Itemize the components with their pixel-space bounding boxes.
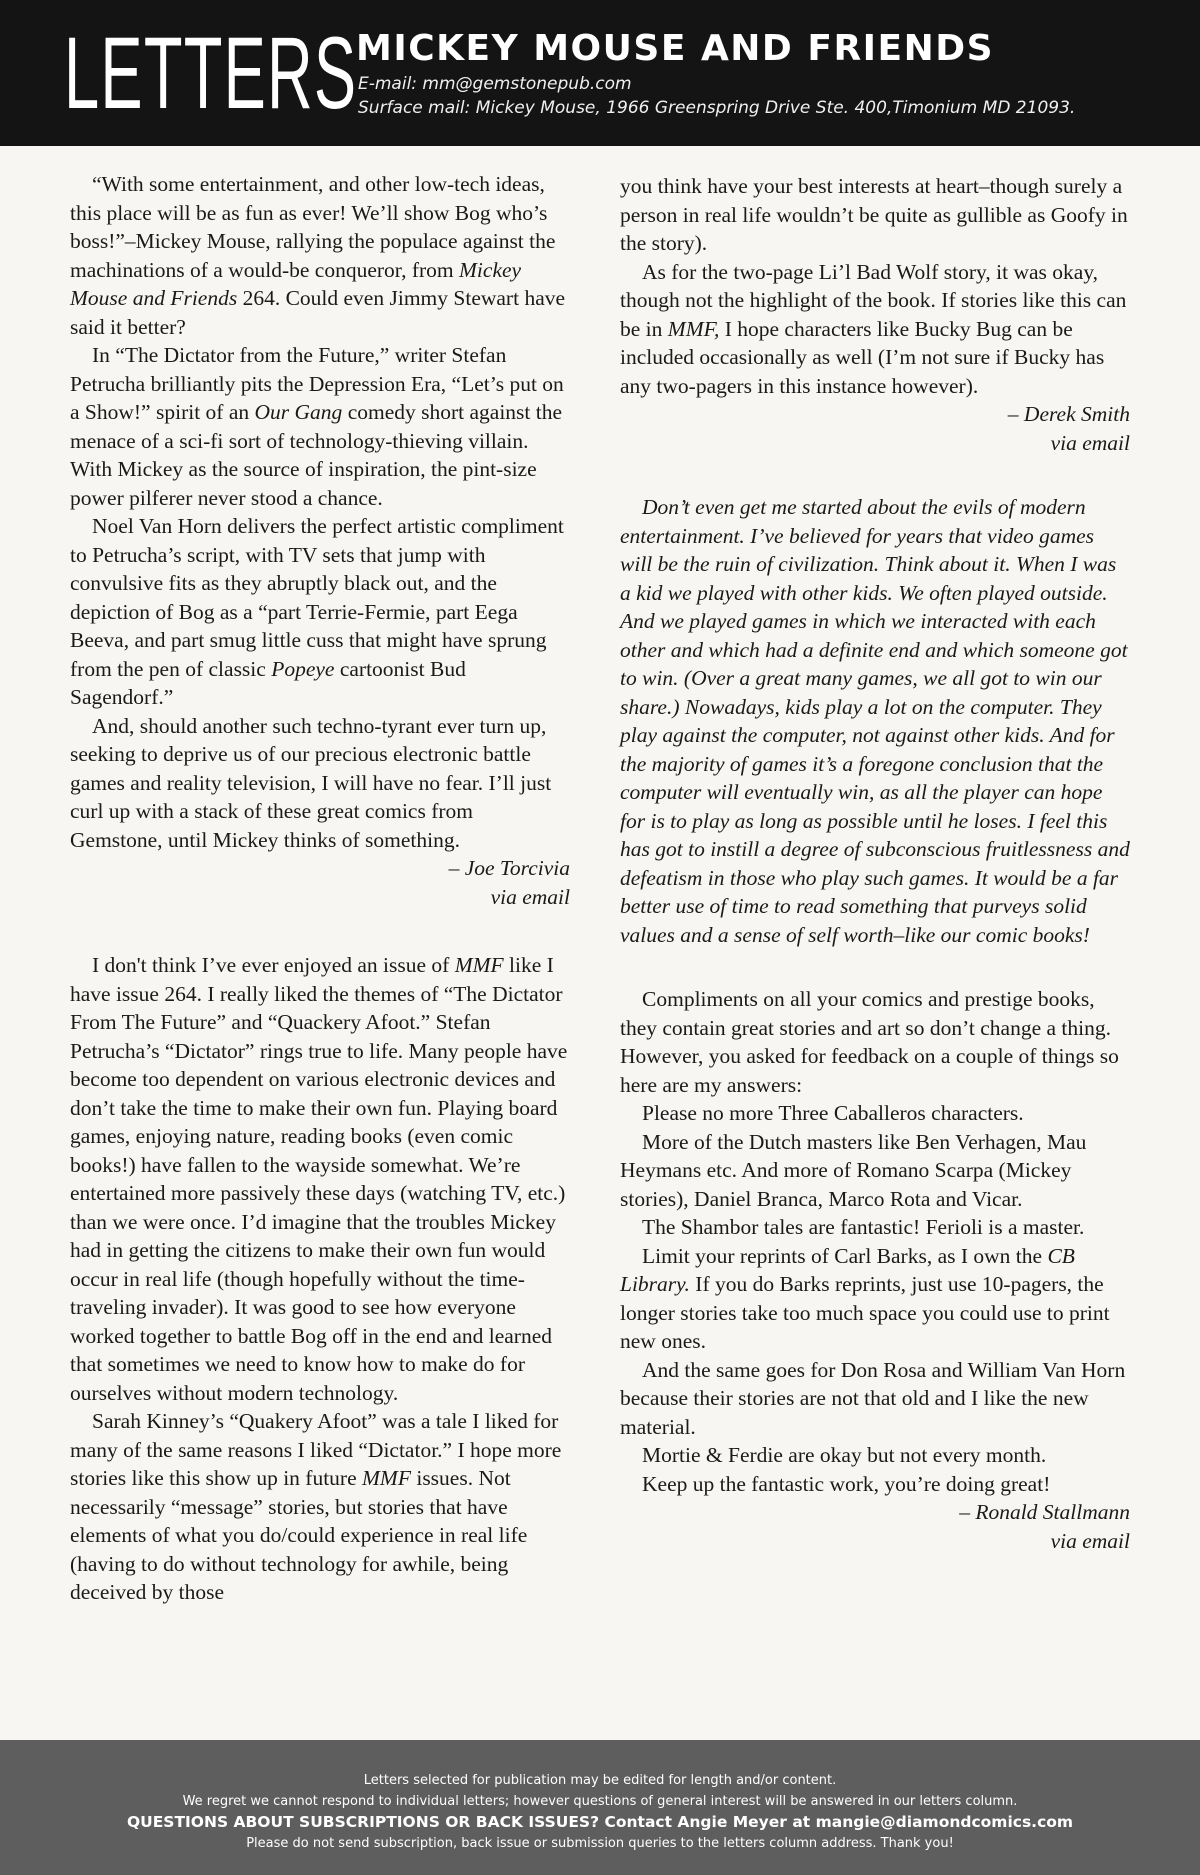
letter-derek-smith	[70, 951, 570, 1607]
text-italic: MMF,	[667, 316, 720, 341]
signature-via: via email	[1050, 430, 1130, 455]
right-column	[620, 172, 1130, 1555]
signature-name: – Derek Smith	[1007, 402, 1130, 426]
letter-paragraph: And the same goes for Don Rosa and William Van Horn because their stories are not that old and I like the new material.	[620, 1357, 1126, 1439]
signature-via: via email	[1050, 1528, 1130, 1553]
text: As for the two-page Li’l Bad Wolf story, it was okay, though not the highlight of the book. If stories like this can be in	[620, 259, 1127, 341]
text: cartoonist Bud Sagendorf.”	[70, 656, 466, 709]
letter-paragraph	[620, 1242, 1130, 1356]
letter-paragraph: The Shambor tales are fantastic! Ferioli is a master.	[642, 1215, 1085, 1239]
letter-paragraph: More of the Dutch masters like Ben Verhagen, Mau Heymans etc. And more of Romano Scarpa (Mickey stories), Daniel Branca, Marco Rota and Vicar.	[620, 1129, 1087, 1211]
letter-paragraph	[70, 341, 570, 512]
email-address: E-mail: mm@gemstonepub.com	[358, 74, 632, 94]
text-italic: MMF	[454, 953, 504, 977]
letter-joe-torcivia	[70, 170, 570, 911]
text: In “The Dictator from the Future,” writer Stefan Petrucha brilliantly pits the Depression Era, “Let’s put on a Show!” spirit of an	[70, 343, 564, 424]
text-italic: Mickey Mouse and Friends	[70, 257, 522, 310]
signature-name: – Joe Torcivia	[448, 856, 570, 880]
letter-anonymous	[620, 493, 1130, 949]
text: I don't think I’ve ever enjoyed an issue of	[92, 953, 455, 977]
signature-via: via email	[490, 884, 570, 909]
text-italic: MMF	[362, 1466, 411, 1490]
text-italic: Popeye	[271, 656, 335, 681]
footer-address-note: Please do not send subscription, back issue or submission queries to the letters column address. Thank you!	[246, 1836, 954, 1851]
letter-ronald-stallmann	[620, 985, 1130, 1555]
letter-paragraph	[70, 1407, 570, 1607]
letter-paragraph: And, should another such techno-tyrant ever turn up, seeking to deprive us of our precious electronic battle games and reality television, I will have no fear. I’ll just curl up with a stack of these great comics from Gemstone, until Mickey thinks of something.	[70, 713, 552, 852]
text-italic: Our Gang	[254, 400, 343, 424]
text: Noel Van Horn delivers the perfect artistic compliment to Petrucha’s script, with TV sets that jump with convulsive fits as they abruptly black out, and the depiction of Bog as a “part Terrie-Fermie, part Eega Beeva, and part smug little cuss that might have sprung from the pen of classic	[70, 514, 564, 681]
signature-name: – Ronald Stallmann	[959, 1500, 1130, 1524]
letter-paragraph	[70, 951, 570, 1407]
letter-paragraph: Mortie & Ferdie are okay but not every month.	[642, 1443, 1047, 1467]
text: Limit your reprints of Carl Barks, as I own the	[642, 1243, 1048, 1268]
letter-derek-smith-continued	[620, 172, 1130, 457]
text-italic: CB Library.	[620, 1243, 1075, 1296]
text: issues. Not necessarily “message” stories, but stories that have elements of what you do/could experience in real life (having to do without technology for awhile, being deceived by those	[70, 1466, 528, 1604]
letter-paragraph	[70, 512, 570, 712]
left-column	[70, 170, 570, 1607]
text: like I have issue 264. I really liked the themes of “The Dictator From The Future” and “Quackery Afoot.” Stefan Petrucha’s “Dictator” rings true to life. Many people have become too dependent on various electronic devices and don’t take the time to make their own fun. Playing board games, enjoying nature, reading books (even comic books!) have fallen to the wayside somewhat. We’re entertained more passively these days (watching TV, etc.) than we were once. I’d imagine that the troubles Mickey had in getting the citizens to make their own fun would occur in real life (though hopefully without the time-traveling invader). It was good to see how everyone worked together to battle Bog off in the end and learned that sometimes we need to know how to make do for ourselves without modern technology.	[70, 953, 568, 1405]
letter-paragraph: you think have your best interests at heart–though surely a person in real life wouldn’t be quite as gullible as Goofy in the story).	[620, 174, 1128, 255]
letter-paragraph	[620, 258, 1130, 401]
footer-edit-note: Letters selected for publication may be edited for length and/or content.	[363, 1773, 837, 1788]
text: “With some entertainment, and other low-tech ideas, this place will be as fun as ever! We’ll show Bog who’s boss!”–Mickey Mouse, rallying the populace against the machinations of a would-be conqueror, from	[70, 172, 556, 282]
footer-notice	[0, 1740, 1200, 1875]
letter-paragraph: Don’t even get me started about the evils of modern entertainment. I’ve believed for years that video games will be the ruin of civilization. Think about it. When I was a kid we played with other kids. We often played outside. And we played games in which we interacted with each other and which had a definite end and which someone got to win. (Over a great many games, we all got to win our share.) Nowadays, kids play a lot on the computer. They play against the computer, not against other kids. And for the majority of games it’s a foregone conclusion that the computer will eventually win, as all the player can hope for is to play as long as possible until he loses. I feel this has got to instill a degree of subconscious fruitlessness and defeatism in those who play such games. It would be a far better use of time to read something that purveys solid values and a sense of self worth–like our comic books!	[620, 495, 1130, 947]
letter-paragraph: Please no more Three Caballeros characters.	[642, 1101, 1024, 1125]
text: 264. Could even Jimmy Stewart have said it better?	[70, 286, 566, 339]
footer-response-note: We regret we cannot respond to individual letters; however questions of general interest will be answered in our letters column.	[182, 1794, 1018, 1809]
text: Sarah Kinney’s “Quakery Afoot” was a tale I liked for many of the same reasons I liked “Dictator.” I hope more stories like this show up in future	[70, 1409, 562, 1490]
letters-header	[0, 0, 1200, 146]
mail-address: Surface mail: Mickey Mouse, 1966 Greenspring Drive Ste. 400,Timonium MD 21093.	[358, 98, 1076, 118]
text: I hope characters like Bucky Bug can be included occasionally as well (I’m not sure if Bucky has any two-pagers in this instance however).	[620, 316, 1105, 398]
footer-contact: QUESTIONS ABOUT SUBSCRIPTIONS OR BACK ISSUES? Contact Angie Meyer at mangie@diamondcomics.com	[126, 1813, 1074, 1831]
letters-heading: LETTERS	[64, 16, 358, 130]
letter-paragraph: Compliments on all your comics and prestige books, they contain great stories and art so don’t change a thing. However, you asked for feedback on a couple of things so here are my answers:	[620, 987, 1119, 1097]
column-title: MICKEY MOUSE AND FRIENDS	[356, 28, 995, 69]
letter-paragraph	[70, 170, 570, 341]
text: If you do Barks reprints, just use 10-pagers, the longer stories take too much space you could use to print new ones.	[620, 1272, 1110, 1353]
letter-paragraph: Keep up the fantastic work, you’re doing great!	[642, 1471, 1051, 1496]
text: comedy short against the menace of a sci-fi sort of technology-thieving villain. With Mickey as the source of inspiration, the pint-size power pilferer never stood a chance.	[70, 400, 563, 510]
